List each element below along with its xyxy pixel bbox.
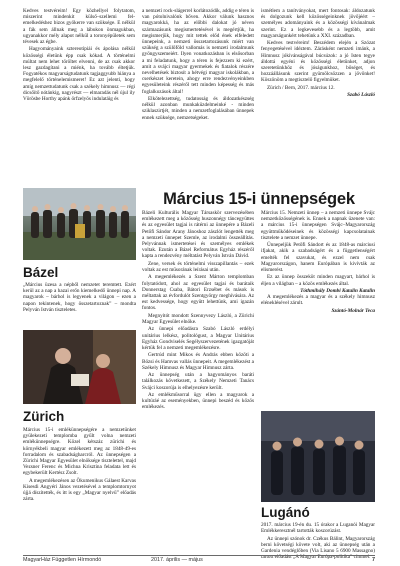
paragraph: Ünnepeljük Petőfi Sándort és az 1848-as márciusi ifjakat, akik a szabadságért és a függetlenségért emelték fel szavukat, és ezzel nem csak Magyarországon, hanem Európában is kivívták az elismerést. — [261, 242, 375, 274]
ceremony-photo — [261, 411, 375, 502]
middle-column — [142, 210, 254, 552]
paragraph: Hagyományaink sztereotípiái és ápolása nélkül közösségi életünk épp csak kókad. A történelmi múltat nem lehet töröltet elvenni, de az csak akkor lesz gazdagítani a miénk, ha tovább éltetjük. Fogyatékos magyarságtudatunk tagjaggyubb hiánya a megfelelő történelemismeret! Ez azt jelenti, hogy amíg nemzettudatunk csak a székely himnusz — régi dicsőítő nótánkig, nagyrészt — elmaradás nél újul ily Vörösbe Horthy apánk örfzelyös indulatáig és — [23, 46, 135, 103]
paragraph: A megemlékezés a magyar és a székely himnusz eléneklésével zárult. — [261, 294, 375, 307]
page-title: Március 15-i ünnepségek — [163, 190, 355, 208]
paragraph: Elkötelezettség, tudatosság és áldozatkészség nélkül azonban munkaküzdelmeinké - minden sziklaszirtjét, minden a nemzetfoglalásában ünnepek ennek szüksége, nemzetségeket. — [142, 96, 254, 121]
speaker-photo — [23, 330, 136, 404]
page-footer — [23, 555, 375, 565]
signature: Szabó László — [347, 92, 375, 99]
bazel-column — [23, 282, 136, 329]
signature: Szántó-Molnár Teca — [331, 307, 375, 314]
paragraph: Március 15-i emlékünnepségére a nemzetünket gyülekezeti templomba gyűlt volna nemzeti emlékünnepségre. Közel kétszáz zürichi és környékbeli magyar emlékezett meg az 1848-49-es forradalom és szabadságharcról. Az ünnepségen a Zürichi Magyar Egyesület elnöksége tisztelettel, majd Vezsner Ferenc és Michna Krisztina feladata lett és egybekerült Kertész Zsolt. — [23, 427, 136, 477]
page-number: 7 — [372, 557, 375, 563]
paragraph: A megemlékezésen az Ökumenikus Gálaest Karvas Kisesdi Angyéri János vezetésével a templomtornyot újjá díszítették, és itt is egy „Magyar nyelvű” előadás zárta. — [23, 477, 136, 503]
issue-date: 2017. április — május — [151, 557, 203, 563]
paragraph: 2017. március 19-én du. 15 órakor a Luganói Magyar Emlékkeresztnél tartották koszorúzást. — [261, 522, 375, 535]
paragraph: Az ünnepség után a hagyományos baráti találkozás következett, a Székely Nemzeti Tanács Svájci koszorúja is elhelyezésre került. — [142, 372, 254, 391]
publication-name: MagyarHáz Független Hírmondó — [23, 557, 102, 563]
right-column — [261, 210, 375, 409]
paragraph: Ez az ünnep összeköt minden magyart, bárhol is éljen a világban – a közös emlékezés által. — [261, 274, 375, 287]
paragraph: Bázeli Kulturális Magyar Társaskör szervezésében emlékezett meg a közösség huszonnégy táncegyüttes és az egyesület tagjai is rátérni az ünnepére a Bázeli Petőfi Sándor Arany Jánoshoz zászlót lengették meg a nemzeti ünnepet Szemle, az irodalmi összeállítás. Pelyvánnak ismertetései és személyes emlékek voltak. Ezután a Bázel Református Egyház részéről kapta a rendezvény méltatást Pelyván István Dávid. — [142, 210, 254, 260]
top-column-2 — [142, 8, 254, 185]
top-column-1 — [23, 8, 135, 185]
paragraph: Március 15. Nemzeti ünnep – a nemzeti ünnepe Svájc nemzetközösségének is. Ennek a napnak üzenete van: a március 15-i ünnepségen Svájc–Magyarország együttműködéseinek és közösségi kapcsolatainak tisztelete a nemzet ünnepe. — [261, 210, 375, 241]
signature: Tóthmihály Dombi Katalin Katalin — [300, 288, 375, 294]
lugano-column — [261, 522, 375, 561]
paragraph: Gertrúd mint Mikos és András ebben közöti a Bözsi és Hamvas vallás ünnepeit. A megemlékezést a Székely Himnusz és Magyar Himnusz zárta. — [142, 352, 254, 371]
paragraph: A megemlékezés a Szent Márton templomban folytatódott, ahol az egyesület tagjai és barátaik Donnerstag Csaba, Bátori Erzsébet és mások is méltattak az évfordulót Szentgyörgy meghívására. Az est kedvessége, hogy együtt lehettünk, ami igazán fontos. — [142, 274, 254, 312]
paragraph: Kedves testvéreim! Egy közhellyel folytatom, miszerint mindenkit külső–szellemi fel- emelkedéshez bizos gyökerre van szüksége. E nélkül a fák sem állnak meg a lábukon önmagukban, ugyanakkor mély alapot nélkül a toronyépületek sem tévesek az égbe. — [23, 8, 135, 46]
paragraph: Az emlékműsorral ügy ellen a magyarok a kultúráé az eseményekben, ünnepi beszéd és közös emlékezés. — [142, 392, 254, 411]
paragraph: ismétlem a tanítványokat, mert fontosak: áldozatunk és dolgozunk kell közösségeinknek jövőjéért – személyes adományaink és a közösségi kívánalmak szerint. Ez a legkevesebb és a legtöbb, amit magyarságunkért tehetünk a XXI. században. — [261, 8, 375, 39]
paragraph: Zene, versek és történelmi visszapillantás – ezek voltak az est műsorának leírásai után. — [142, 260, 254, 274]
zurich-column — [23, 427, 136, 552]
paragraph: Megnyitót mondott Szennyvezy László, a Zürichi Magyar Egyesület elnöke. — [142, 312, 254, 326]
section-title-zurich: Zürich — [23, 409, 65, 424]
paragraph: a nemzeti rock-slágerrel korlátozódik, addig e téren is van pótolnivalónk bőven. Akkor válunk hasznos magyarokká, ha az előbbi dalokat jó néven származásunk megismertetésével is megértjük, ha megismerjük, hogy mit tettek előd ének elfeledett ünnepeink, a nemzeti összetartozásunk miért van szükség a szülőföld vallomás is nemzeti irodalmunk gyöngyszemeiért. Ilyen vonatkozásban is elsősorban a mi feladatunk, hogy a téren is fejezzem ki ezért, amit a svájci magyar gyermekek és fiatalok részére nevelhetések biztosít a hétvégi magyar iskolákban, a cserkészet keretein, ahogy erre rendezvényeinkben egyesületeink részéről tett minden képesség és más foglalkozások által! — [142, 8, 254, 95]
section-title-bazel: Bázel — [23, 265, 59, 280]
paragraph: Az ünnepi szónok dr. Czékus Bálint, Magyarország berni követségi követe volt, aki az ünnepség után a Gardenia vendéglőben (Via Lisano 5 6900 Massagno) tartott előadást „A Magyar Európa-politika” címmel. — [261, 535, 375, 561]
paragraph: Zürich / Bern, 2017. március 12. — [267, 84, 335, 91]
paragraph: Az ünnepi előadásra Szabó László erdélyi unitárius lelkész, politológust, a Magyar Unitárius Egyház Gondviselés Segélyszervezetének igazgatóját kértük fel a nemzeti megemlékezésre. — [142, 326, 254, 352]
section-title-lugano: Lugánó — [261, 505, 310, 520]
group-photo-outdoor — [23, 188, 136, 260]
paragraph: Kedves testvéreim! Beszédem elején a Szózat fenyegetésével idéztem. Zárásként nemzeti imánk, a Himnusz jókívánságával búcsúzok: a jó Isten tegye áldottá egyéni és közösségi életünket, adjon szeretetünkhöz és jóságunkhoz, bőséget, és hozzáállásunk szerint gyümölcsözzen a jövőnket! Köszönöm a megtisztelő figyelmüket. — [261, 40, 375, 84]
paragraph: „Március üzesa a népből nemzetet teremtett. Ezért kerül az a nap a hazai erőn kiemelkedő ünnepi nap. A magyarok – bárhol is legyenek a világon – ezen a napon tekintenek, hogy összetartoznak” – mondta Pelyván István tiszteletes. — [23, 282, 136, 313]
top-column-3 — [261, 8, 375, 185]
